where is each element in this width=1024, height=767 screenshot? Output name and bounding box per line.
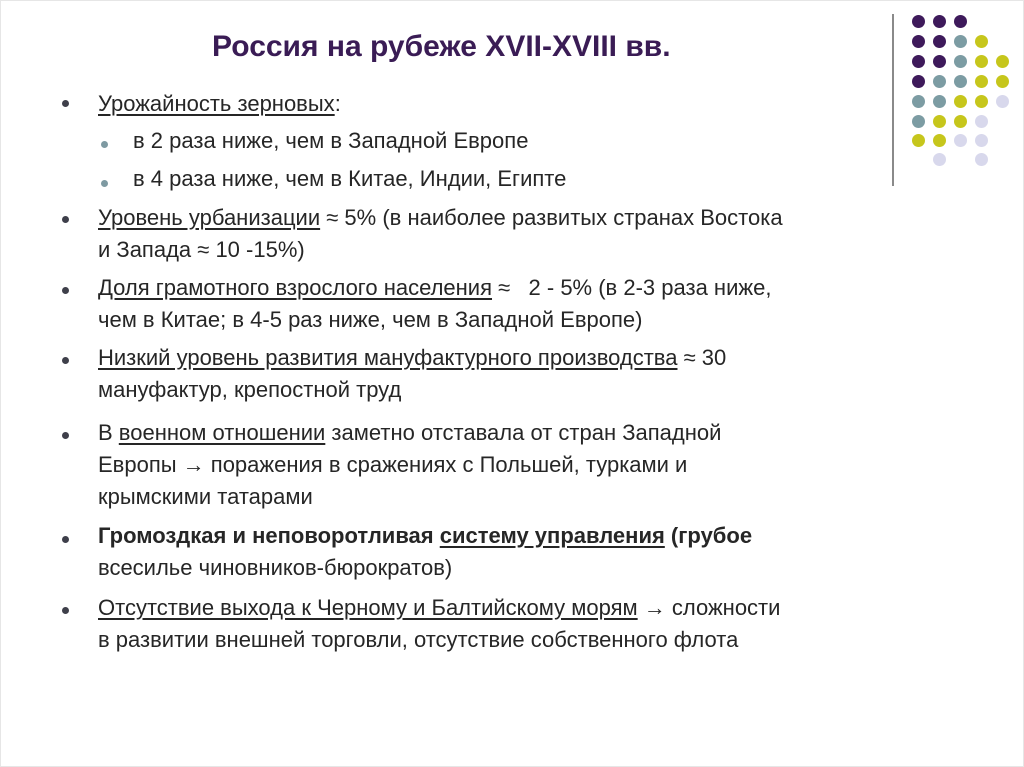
bullet-heading: Доля грамотного взрослого населения xyxy=(98,275,493,300)
bullet-marker xyxy=(62,607,69,614)
decor-dot xyxy=(933,55,946,68)
decor-dot xyxy=(954,55,967,68)
decor-dot xyxy=(933,35,946,48)
decor-dot xyxy=(933,15,946,28)
bullet-text: (грубое xyxy=(664,523,753,548)
bullet-item xyxy=(98,272,968,336)
bullet-text-line2: мануфактур, крепостной труд xyxy=(98,377,402,402)
bullet-marker xyxy=(62,432,69,439)
bullet-text-line3: крымскими татарами xyxy=(98,484,313,509)
decor-dot xyxy=(975,35,988,48)
bullet-text: заметно отставала от стран Западной xyxy=(325,420,722,445)
decor-dot xyxy=(912,75,925,88)
bullet-text-line2: всесилье чиновников-бюрократов) xyxy=(98,555,453,580)
bullet-heading: Урожайность зерновых xyxy=(98,91,335,116)
bullet-prefix: Громоздкая и неповоротливая xyxy=(98,523,440,548)
bullet-heading: систему управления xyxy=(439,523,665,548)
bullet-marker xyxy=(62,100,69,107)
bullet-prefix: В xyxy=(98,420,119,445)
decor-dot xyxy=(912,55,925,68)
decor-dot xyxy=(954,15,967,28)
decor-dot xyxy=(975,75,988,88)
bullet-text-line2: Европы → поражения в сражениях с Польшей, турками и xyxy=(98,452,688,477)
decor-dot xyxy=(996,55,1009,68)
decor-dot xyxy=(975,55,988,68)
decor-dot xyxy=(996,75,1009,88)
bullet-marker xyxy=(62,536,69,543)
bullet-text-line2: и Запада ≈ 10 -15%) xyxy=(98,237,305,262)
decor-dot xyxy=(933,75,946,88)
bullet-item xyxy=(98,417,968,513)
bullet-text: в 4 раза ниже, чем в Китае, Индии, Египте xyxy=(133,166,567,191)
bullet-item xyxy=(98,520,968,584)
bullet-text-line2: чем в Китае; в 4-5 раз ниже, чем в Западной Европе) xyxy=(98,307,643,332)
bullet-text: ≈ 2 - 5% (в 2-3 раза ниже, xyxy=(492,275,772,300)
bullet-text: ≈ 5% (в наиболее развитых странах Востока xyxy=(320,205,783,230)
bullet-marker xyxy=(62,357,69,364)
decor-dot xyxy=(912,15,925,28)
bullet-item xyxy=(98,342,968,406)
bullet-item xyxy=(98,592,968,656)
bullet-heading: военном отношении xyxy=(118,420,326,445)
bullet-heading: Отсутствие выхода к Черному и Балтийскому морям xyxy=(98,595,638,620)
bullet-text: в 2 раза ниже, чем в Западной Европе xyxy=(133,128,529,153)
bullet-heading: Уровень урбанизации xyxy=(98,205,321,230)
bullet-heading: Низкий уровень развития мануфактурного производства xyxy=(98,345,678,370)
bullet-marker xyxy=(62,287,69,294)
slide-title: Россия на рубеже XVII-XVIII вв. xyxy=(212,30,671,63)
decor-dot xyxy=(954,75,967,88)
decor-dot xyxy=(996,95,1009,108)
decor-dot xyxy=(975,95,988,108)
bullet-item xyxy=(98,202,968,266)
decor-dot xyxy=(912,35,925,48)
bullet-text: : xyxy=(334,91,341,116)
bullet-text: → сложности xyxy=(637,595,781,620)
bullet-text-line2: в развитии внешней торговли, отсутствие собственного флота xyxy=(98,627,739,652)
bullet-marker xyxy=(62,216,69,223)
sub-bullet-marker xyxy=(101,180,108,187)
sub-bullet-item xyxy=(133,126,1003,155)
bullet-text: ≈ 30 xyxy=(677,345,727,370)
sub-bullet-marker xyxy=(101,141,108,148)
bullet-item xyxy=(98,89,968,118)
sub-bullet-item xyxy=(133,164,1003,193)
decor-dot xyxy=(954,35,967,48)
